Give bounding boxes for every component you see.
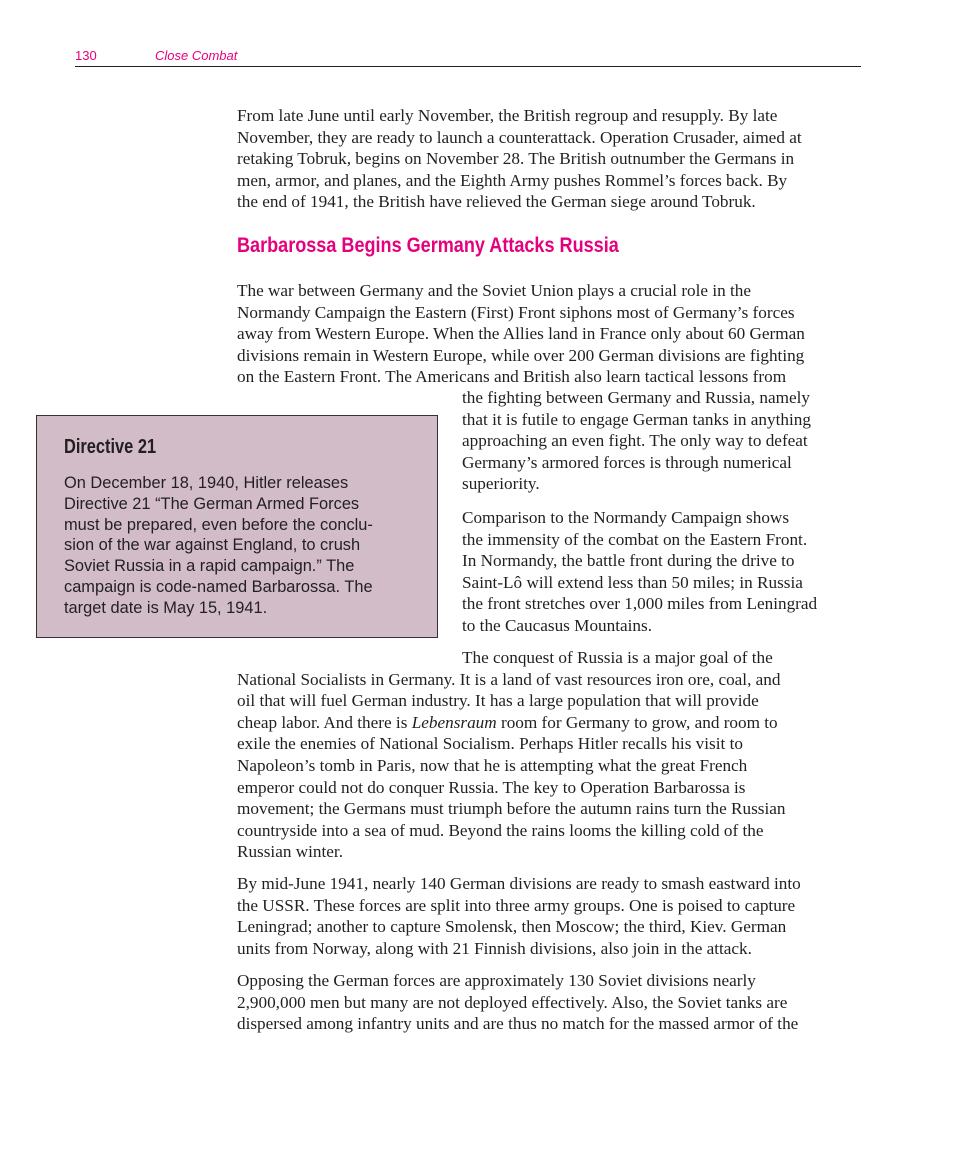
text-line: On December 18, 1940, Hitler releases <box>64 474 349 492</box>
running-title: Close Combat <box>155 48 238 63</box>
paragraph-soviet-forces <box>237 970 863 1035</box>
text-line: target date is May 15, 1941. <box>64 598 268 617</box>
text-line: the front stretches over 1,000 miles from Leningrad <box>462 594 818 614</box>
text-line: sion of the war against England, to crush <box>64 536 361 555</box>
sidebar-title: Directive 21 <box>64 436 157 458</box>
text-line: movement; the Germans must triumph before the autumn rains turn the Russian <box>237 799 786 819</box>
text-line: Directive 21 “The German Armed Forces <box>64 494 360 513</box>
text-line: superiority. <box>462 474 540 494</box>
text-line: dispersed among infantry units and are thus no match for the massed armor of the <box>237 1014 799 1034</box>
text-line: From late June until early November, the British regroup and resupply. By late <box>237 106 778 125</box>
text-line: Napoleon’s tomb in Paris, now that he is attempting what the great French <box>237 755 748 775</box>
text-line: emperor could not do conquer Russia. The key to Operation Barbarossa is <box>237 777 746 797</box>
page-number: 130 <box>75 48 97 63</box>
text-line: National Socialists in Germany. It is a land of vast resources iron ore, coal, and <box>237 669 781 689</box>
text-line: The conquest of Russia is a major goal of the <box>462 648 773 667</box>
text-line: to the Caucasus Mountains. <box>462 615 652 635</box>
text-line: Normandy Campaign the Eastern (First) Front siphons most of Germany’s forces <box>237 302 795 322</box>
text-line: the immensity of the combat on the Eastern Front. <box>462 529 808 549</box>
text-line: units from Norway, along with 21 Finnish divisions, also join in the attack. <box>237 938 752 958</box>
running-header <box>75 47 861 67</box>
italic-term: Lebensraum <box>411 712 497 732</box>
text-line: In Normandy, the battle front during the drive to <box>462 551 795 571</box>
text-line: November, they are ready to launch a counterattack. Operation Crusader, aimed at <box>237 127 802 147</box>
text-run: room for Germany to grow, and room to <box>496 712 778 732</box>
text-line: countryside into a sea of mud. Beyond the rains looms the killing cold of the <box>237 820 764 840</box>
sidebar-directive-21 <box>36 415 438 638</box>
sidebar-body <box>64 473 424 619</box>
paragraph-tactical-lessons <box>462 387 862 495</box>
text-line: By mid-June 1941, nearly 140 German divisions are ready to smash eastward into <box>237 874 801 893</box>
text-line: Saint-Lô will extend less than 50 miles; in Russia <box>462 572 803 592</box>
section-heading: Barbarossa Begins Germany Attacks Russia <box>237 234 619 257</box>
paragraph-eastern-front <box>237 280 863 388</box>
text-line: must be prepared, even before the conclu- <box>64 515 373 534</box>
text-line: Opposing the German forces are approximately 130 Soviet divisions nearly <box>237 971 756 990</box>
text-line: Soviet Russia in a rapid campaign.” The <box>64 557 355 576</box>
text-line: the end of 1941, the British have relieved the German siege around Tobruk. <box>237 192 756 212</box>
paragraph-army-groups <box>237 873 863 959</box>
text-line: the USSR. These forces are split into three army groups. One is poised to capture <box>237 895 796 915</box>
text-line: away from Western Europe. When the Allies land in France only about 60 German <box>237 324 805 344</box>
paragraph-conquest <box>237 647 863 863</box>
paragraph-comparison <box>462 507 862 637</box>
text-line: divisions remain in Western Europe, while over 200 German divisions are fighting <box>237 345 805 365</box>
text-line: on the Eastern Front. The Americans and British also learn tactical lessons from <box>237 367 787 387</box>
text-line: retaking Tobruk, begins on November 28. The British outnumber the Germans in <box>237 149 795 169</box>
text-line: campaign is code-named Barbarossa. The <box>64 577 373 596</box>
text-line: Leningrad; another to capture Smolensk, then Moscow; the third, Kiev. German <box>237 917 787 937</box>
text-line: that it is futile to engage German tanks in anything <box>462 409 811 429</box>
paragraph-crusader <box>237 105 863 213</box>
text-line: approaching an even fight. The only way to defeat <box>462 431 808 451</box>
text-run: cheap labor. And there is <box>237 712 412 732</box>
text-line: 2,900,000 men but many are not deployed effectively. Also, the Soviet tanks are <box>237 992 788 1012</box>
text-line: Germany’s armored forces is through numerical <box>462 452 792 472</box>
text-line: men, armor, and planes, and the Eighth Army pushes Rommel’s forces back. By <box>237 170 788 190</box>
text-line <box>237 712 863 734</box>
text-line: Comparison to the Normandy Campaign shows <box>462 508 790 527</box>
text-line: oil that will fuel German industry. It has a large population that will provide <box>237 691 759 711</box>
text-line: The war between Germany and the Soviet Union plays a crucial role in the <box>237 281 752 300</box>
text-line: Russian winter. <box>237 842 343 862</box>
text-line: exile the enemies of National Socialism. Perhaps Hitler recalls his visit to <box>237 734 743 754</box>
text-line: the fighting between Germany and Russia, namely <box>462 388 810 407</box>
